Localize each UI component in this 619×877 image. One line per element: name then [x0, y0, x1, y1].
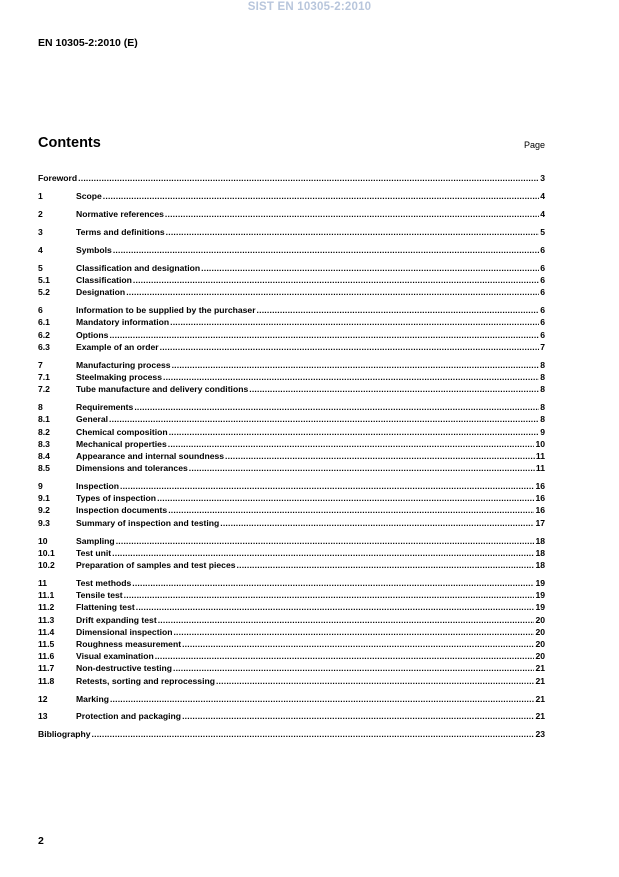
toc-entry-number: 7: [38, 359, 43, 370]
toc-entry-page: 20: [535, 614, 545, 625]
toc-entry-title: Test methods: [76, 578, 132, 589]
toc-entry-page: 4: [540, 208, 545, 219]
toc-entry-page: 7: [540, 341, 545, 352]
toc-entry-page: 6: [540, 317, 545, 328]
toc-entry[interactable]: [38, 614, 545, 626]
dot-leader: [112, 547, 534, 559]
toc-entry-page: 18: [535, 535, 545, 546]
toc-entry-title: Scope: [76, 190, 102, 201]
toc-entry[interactable]: [38, 728, 545, 740]
toc-entry-page: 20: [535, 638, 545, 649]
toc-entry-title: Retests, sorting and reprocessing: [76, 675, 215, 686]
dot-leader: [113, 244, 539, 256]
toc-entry-page: 6: [540, 244, 545, 255]
toc-entry[interactable]: [38, 304, 545, 316]
toc-entry-number: 8.3: [38, 438, 50, 449]
table-of-contents: [38, 172, 545, 741]
toc-entry-number: 11.6: [38, 651, 55, 662]
toc-entry-page: 8: [540, 384, 545, 395]
toc-entry[interactable]: [38, 638, 545, 650]
dot-leader: [182, 710, 534, 722]
toc-entry-number: 11.3: [38, 614, 55, 625]
toc-entry-page: 21: [535, 693, 545, 704]
dot-leader: [173, 626, 534, 638]
toc-entry-title: Dimensional inspection: [76, 626, 173, 637]
toc-entry-page: 8: [540, 414, 545, 425]
toc-entry-title: Options: [76, 329, 109, 340]
toc-entry[interactable]: [38, 517, 545, 529]
toc-entry-page: 6: [540, 287, 545, 298]
toc-entry-page: 19: [535, 590, 545, 601]
toc-entry-number: 13: [38, 711, 48, 722]
toc-entry[interactable]: [38, 413, 545, 425]
toc-entry-number: 3: [38, 226, 43, 237]
toc-entry[interactable]: [38, 341, 545, 353]
dot-leader: [237, 559, 535, 571]
toc-entry-title: General: [76, 414, 109, 425]
toc-entry-page: 11: [535, 463, 545, 474]
toc-entry-number: 6.1: [38, 317, 50, 328]
toc-entry-page: 6: [540, 275, 545, 286]
toc-entry[interactable]: [38, 650, 545, 662]
dot-leader: [103, 190, 539, 202]
toc-entry-title: Sampling: [76, 535, 115, 546]
toc-entry-page: 16: [535, 505, 545, 516]
toc-entry-number: 11.7: [38, 663, 55, 674]
dot-leader: [109, 329, 539, 341]
toc-entry-title: Designation: [76, 287, 126, 298]
toc-entry-page: 21: [535, 675, 545, 686]
toc-entry-title: Requirements: [76, 402, 134, 413]
toc-entry-number: 8: [38, 402, 43, 413]
toc-entry-title: Marking: [76, 693, 109, 704]
toc-entry-number: 11.8: [38, 675, 55, 686]
toc-entry[interactable]: [38, 547, 545, 559]
toc-entry-title: Normative references: [76, 208, 164, 219]
dot-leader: [189, 462, 535, 474]
dot-leader: [126, 286, 539, 298]
toc-entry-page: 18: [535, 560, 545, 571]
toc-entry-number: 7.1: [38, 372, 50, 383]
toc-entry-title: Tensile test: [76, 590, 123, 601]
toc-entry-number: 8.2: [38, 426, 50, 437]
dot-leader: [165, 208, 539, 220]
dot-leader: [92, 728, 535, 740]
toc-entry-title: Visual examination: [76, 651, 154, 662]
toc-entry-page: 19: [535, 602, 545, 613]
dot-leader: [172, 359, 540, 371]
toc-entry-title: Steelmaking process: [76, 372, 162, 383]
dot-leader: [132, 577, 534, 589]
toc-entry-page: 10: [535, 438, 545, 449]
dot-leader: [133, 274, 539, 286]
toc-entry-page: 18: [535, 547, 545, 558]
toc-entry-page: 20: [535, 651, 545, 662]
toc-entry[interactable]: [38, 462, 545, 474]
page-number: 2: [38, 835, 44, 847]
toc-entry-page: 9: [540, 426, 545, 437]
toc-entry-number: 6.3: [38, 341, 50, 352]
toc-entry-number: 10.2: [38, 560, 55, 571]
toc-entry-title: Terms and definitions: [76, 226, 165, 237]
toc-entry-title: Chemical composition: [76, 426, 168, 437]
toc-entry[interactable]: [38, 559, 545, 571]
toc-entry-number: 1: [38, 190, 43, 201]
toc-entry[interactable]: [38, 383, 545, 395]
dot-leader: [120, 480, 534, 492]
toc-entry-title: Preparation of samples and test pieces: [76, 560, 236, 571]
toc-entry-number: 9.3: [38, 517, 50, 528]
toc-entry-page: 20: [535, 626, 545, 637]
dot-leader: [166, 226, 540, 238]
toc-entry-page: 5: [540, 226, 545, 237]
toc-entry-number: 11: [38, 578, 48, 589]
toc-entry[interactable]: [38, 438, 545, 450]
toc-entry-number: 8.4: [38, 450, 50, 461]
toc-entry[interactable]: [38, 492, 545, 504]
dot-leader: [257, 304, 540, 316]
toc-entry-page: 23: [535, 729, 545, 740]
document-id: EN 10305-2:2010 (E): [38, 37, 138, 49]
toc-entry-title: Classification: [76, 275, 132, 286]
dot-leader: [168, 504, 534, 516]
toc-entry[interactable]: [38, 626, 545, 638]
dot-leader: [160, 341, 540, 353]
dot-leader: [220, 517, 534, 529]
toc-entry[interactable]: [38, 589, 545, 601]
toc-entry-page: 8: [540, 372, 545, 383]
page-column-label: Page: [523, 140, 545, 150]
toc-entry[interactable]: [38, 329, 545, 341]
toc-entry[interactable]: [38, 286, 545, 298]
toc-entry-number: 12: [38, 693, 48, 704]
toc-entry-title: Symbols: [76, 244, 112, 255]
toc-entry[interactable]: [38, 450, 545, 462]
toc-entry-title: Tube manufacture and delivery conditions: [76, 384, 249, 395]
toc-entry-title: Protection and packaging: [76, 711, 182, 722]
toc-entry-page: 6: [540, 305, 545, 316]
contents-title: Contents: [38, 135, 101, 151]
toc-entry[interactable]: [38, 226, 545, 238]
toc-entry-page: 3: [540, 173, 545, 183]
toc-entry-page: 16: [535, 481, 545, 492]
toc-entry-title: Bibliography: [38, 729, 91, 740]
toc-entry[interactable]: [38, 426, 545, 438]
toc-entry-page: 21: [535, 663, 545, 674]
toc-entry[interactable]: [38, 601, 545, 613]
dot-leader: [78, 172, 539, 184]
toc-entry-title: Mechanical properties: [76, 438, 167, 449]
dot-leader: [109, 413, 539, 425]
toc-entry[interactable]: [38, 172, 545, 184]
toc-entry-title: Appearance and internal soundness: [76, 450, 225, 461]
toc-entry-number: 11.2: [38, 602, 55, 613]
toc-entry[interactable]: [38, 577, 545, 589]
toc-entry-page: 17: [535, 517, 545, 528]
toc-entry-page: 6: [540, 329, 545, 340]
toc-entry-title: Manufacturing process: [76, 359, 171, 370]
toc-entry-title: Types of inspection: [76, 493, 157, 504]
toc-entry[interactable]: [38, 371, 545, 383]
toc-entry-page: 8: [540, 402, 545, 413]
dot-leader: [173, 662, 534, 674]
toc-entry-title: Information to be supplied by the purchaser: [76, 305, 256, 316]
toc-entry[interactable]: [38, 262, 545, 274]
toc-entry-page: 19: [535, 578, 545, 589]
toc-entry-number: 9.1: [38, 493, 50, 504]
toc-entry-number: 5.2: [38, 287, 50, 298]
toc-entry[interactable]: [38, 662, 545, 674]
toc-entry-number: 7.2: [38, 384, 50, 395]
toc-entry-number: 10.1: [38, 547, 55, 558]
toc-entry-title: Classification and designation: [76, 262, 201, 273]
dot-leader: [182, 638, 534, 650]
toc-entry[interactable]: [38, 480, 545, 492]
watermark: SIST EN 10305-2:2010: [247, 1, 372, 13]
toc-entry[interactable]: [38, 316, 545, 328]
toc-entry[interactable]: [38, 504, 545, 516]
toc-entry-title: Flattening test: [76, 602, 135, 613]
toc-entry[interactable]: [38, 359, 545, 371]
dot-leader: [170, 316, 539, 328]
toc-entry[interactable]: [38, 710, 545, 722]
dot-leader: [158, 614, 535, 626]
toc-entry-title: Dimensions and tolerances: [76, 463, 188, 474]
toc-entry-page: 21: [535, 711, 545, 722]
toc-entry-page: 6: [540, 262, 545, 273]
dot-leader: [168, 438, 535, 450]
toc-entry-title: Inspection: [76, 481, 119, 492]
dot-leader: [157, 492, 534, 504]
toc-entry[interactable]: [38, 693, 545, 705]
toc-entry-number: 6.2: [38, 329, 50, 340]
toc-entry-number: 11.1: [38, 590, 55, 601]
toc-entry-title: Roughness measurement: [76, 638, 182, 649]
toc-entry-title: Drift expanding test: [76, 614, 157, 625]
dot-leader: [155, 650, 535, 662]
toc-entry-number: 8.1: [38, 414, 50, 425]
toc-entry-title: Mandatory information: [76, 317, 170, 328]
toc-entry-number: 5: [38, 262, 43, 273]
toc-entry-page: 8: [540, 359, 545, 370]
toc-entry-title: Test unit: [76, 547, 112, 558]
dot-leader: [169, 426, 540, 438]
toc-entry-number: 9.2: [38, 505, 50, 516]
toc-entry[interactable]: [38, 244, 545, 256]
toc-entry-number: 10: [38, 535, 48, 546]
dot-leader: [201, 262, 539, 274]
dot-leader: [116, 535, 535, 547]
toc-entry[interactable]: [38, 401, 545, 413]
toc-entry-page: 11: [535, 450, 545, 461]
dot-leader: [216, 675, 534, 687]
toc-entry-page: 16: [535, 493, 545, 504]
toc-entry-number: 4: [38, 244, 43, 255]
toc-entry[interactable]: [38, 190, 545, 202]
toc-entry-title: Inspection documents: [76, 505, 168, 516]
dot-leader: [110, 693, 534, 705]
toc-entry[interactable]: [38, 274, 545, 286]
toc-entry-title: Example of an order: [76, 341, 159, 352]
toc-entry-title: Non-destructive testing: [76, 663, 172, 674]
dot-leader: [134, 401, 539, 413]
dot-leader: [124, 589, 535, 601]
toc-entry-title: Summary of inspection and testing: [76, 517, 220, 528]
toc-entry-page: 4: [540, 190, 545, 201]
toc-entry-number: 6: [38, 305, 43, 316]
toc-entry-number: 11.4: [38, 626, 55, 637]
toc-entry-number: 8.5: [38, 463, 50, 474]
toc-entry-title: Foreword: [38, 173, 78, 183]
dot-leader: [163, 371, 539, 383]
toc-entry[interactable]: [38, 675, 545, 687]
dot-leader: [136, 601, 535, 613]
toc-entry-number: 5.1: [38, 275, 50, 286]
toc-entry[interactable]: [38, 208, 545, 220]
toc-entry-number: 9: [38, 481, 43, 492]
dot-leader: [225, 450, 535, 462]
toc-entry[interactable]: [38, 535, 545, 547]
toc-entry-number: 2: [38, 208, 43, 219]
toc-entry-number: 11.5: [38, 638, 55, 649]
dot-leader: [249, 383, 539, 395]
